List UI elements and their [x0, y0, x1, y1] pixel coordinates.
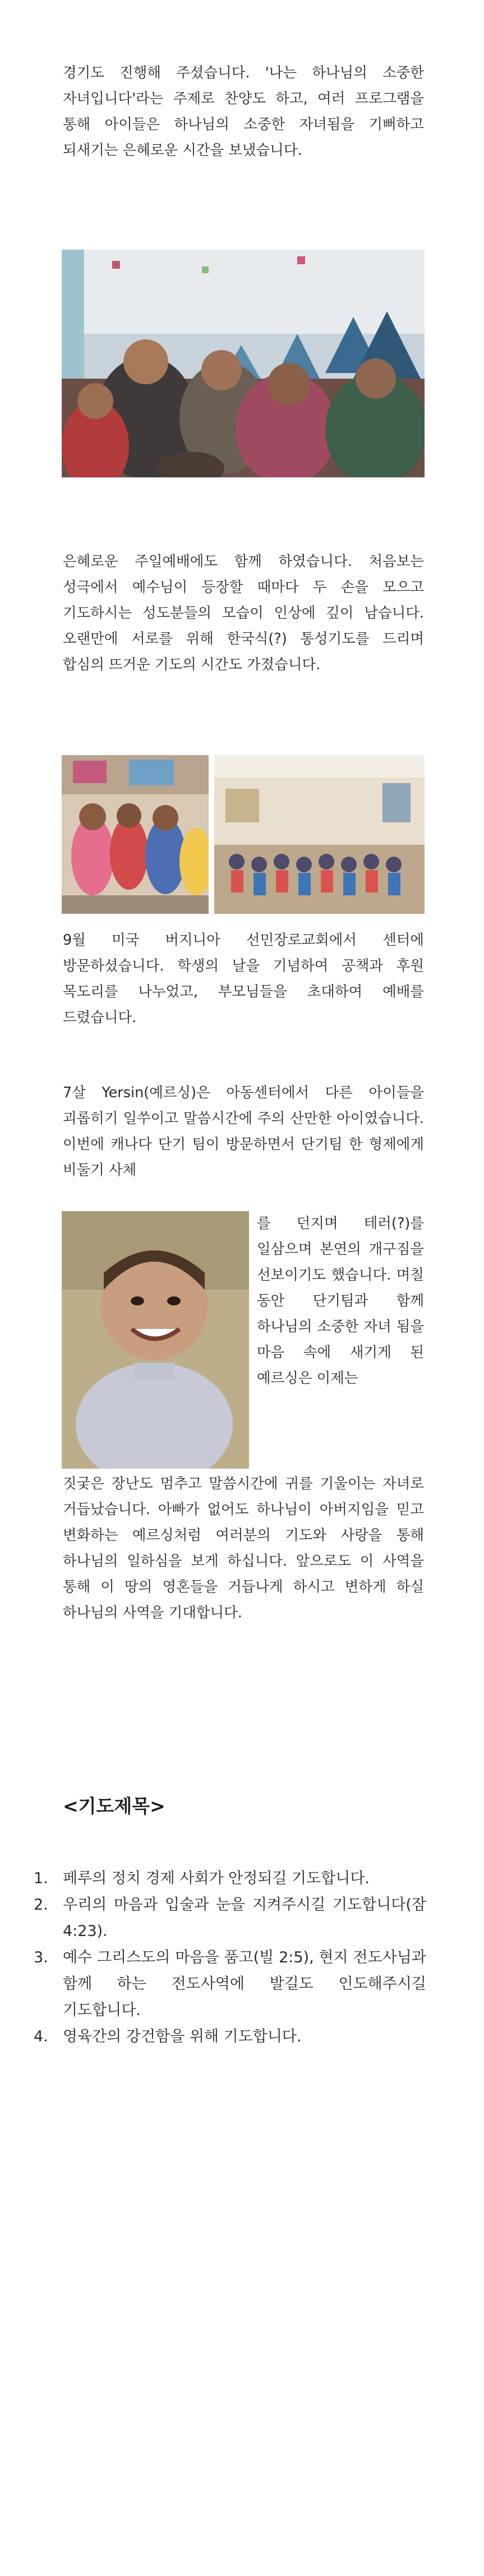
congregation-prayer-photo [62, 250, 425, 477]
prayer-item-text: 우리의 마음과 입술과 눈을 지켜주시길 기도합니다(잠 4:23). [63, 1896, 426, 1940]
intro-paragraph [63, 60, 424, 163]
yersin-paragraph [63, 1080, 424, 1183]
yersin-text-bottom: 짓궂은 장난도 멈추고 말씀시간에 귀를 기울이는 자녀로 거듭났습니다. 아빠가 없어도 하나님이 아버지임을 믿고 변화하는 예르싱처럼 여러분의 기도와 사랑을 통해 하나님의 일하심을 보게 하십니다. 앞으로도 이 사역을 통해 이 땅의 영혼들을 거듭나게 하시고 변하게 하실 하나님의 사역을 기대합니다. [63, 1475, 424, 1621]
prayer-list [34, 1865, 426, 2050]
intro-text: 경기도 진행해 주셨습니다. '나는 하나님의 소중한 자녀입니다'라는 주제로 찬양도 하고, 여러 프로그램을 통해 아이들은 하나님의 소중한 자녀됨을 기뻐하고 되새기는 은혜로운 시간을 보냈습니다. [63, 65, 424, 159]
visit-text: 9월 미국 버지니아 선민장로교회에서 센터에 방문하셨습니다. 학생의 날을 기념하여 공책과 후원 목도리를 나누었고, 부모님들을 초대하여 예배를 드렸습니다. [63, 932, 424, 1026]
prayer-item-text: 영육간의 강건함을 위해 기도합니다. [63, 2028, 302, 2045]
prayer-item-number: 2. [34, 1896, 48, 1913]
yersin-paragraph-side [257, 1211, 424, 1391]
prayer-item-number: 4. [34, 2028, 48, 2045]
children-class-photo [62, 755, 209, 914]
worship-text: 은혜로운 주일예배에도 함께 하였습니다. 처음보는 성극에서 예수님이 등장할 때마다 두 손을 모으고 기도하시는 성도분들의 모습이 인상에 깊이 남습니다. 오랜만에 서로를 위해 한국식(?) 통성기도를 드리며 합심의 뜨거운 기도의 시간도 가졌습니다. [63, 553, 424, 673]
prayer-item-4 [34, 2023, 426, 2050]
yersin-text-top: 7살 Yersin(예르싱)은 아동센터에서 다른 아이들을 괴롭히기 일쑤이고 말씀시간에 주의 산만한 아이였습니다. 이번에 캐나다 단기 팀이 방문하면서 단기팀 한 형제에게 비둘기 사체 [63, 1084, 424, 1179]
yersin-text-side: 를 던지며 테러(?)를 일삼으며 본연의 개구짐을 선보이기도 했습니다. 며칠 동안 단기팀과 함께 하나님의 소중한 자녀 됨을 마음 속에 새기게 된 예르싱은 이제는 [257, 1215, 424, 1387]
prayer-item-number: 1. [34, 1870, 48, 1887]
visit-paragraph [63, 927, 424, 1031]
yersin-photo [62, 1211, 249, 1469]
yersin-paragraph-bottom [63, 1471, 424, 1626]
worship-paragraph [63, 549, 424, 678]
prayer-item-number: 3. [34, 1949, 48, 1966]
prayer-item-text: 예수 그리스도의 마음을 품고(빌 2:5), 현지 전도사님과 함께 하는 전도사역에 발길도 인도해주시길 기도합니다. [63, 1949, 426, 2019]
prayer-item-2 [34, 1892, 426, 1944]
prayer-item-3 [34, 1944, 426, 2023]
prayer-item-text: 페루의 정치 경제 사회가 안정되길 기도합니다. [63, 1870, 370, 1887]
prayer-title: <기도제목> [63, 1795, 165, 1817]
prayer-item-1 [34, 1865, 426, 1892]
church-gathering-photo [214, 755, 425, 914]
